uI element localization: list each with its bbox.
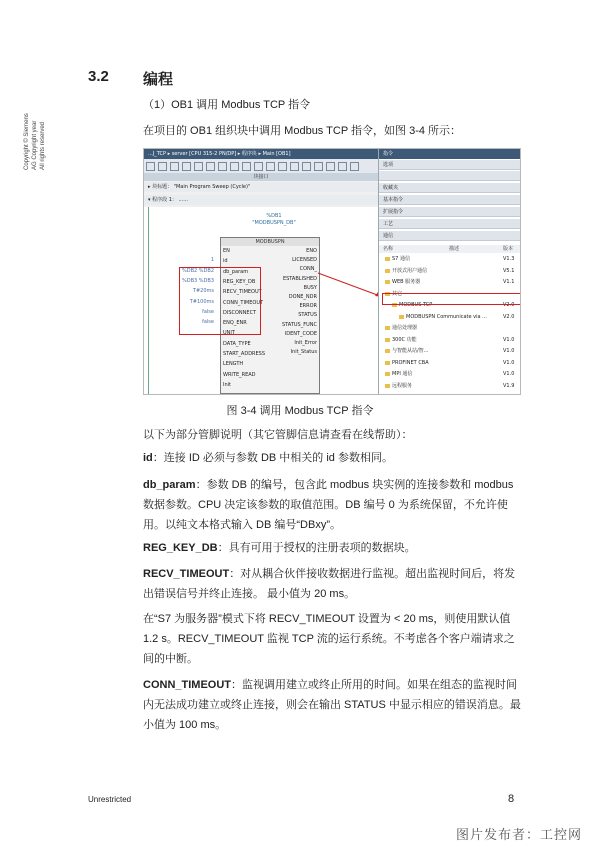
library-item-version: V1.0 (503, 371, 515, 377)
pin-intro: 以下为部分管脚说明（其它管脚信息请查看在线帮助）： (143, 429, 413, 441)
pin-description (143, 475, 523, 535)
network-row[interactable]: ▾ 程序段 1： ...... (144, 195, 378, 205)
block-output-pin: ESTABLISHED (282, 275, 317, 282)
input-actual-value[interactable]: false (202, 308, 214, 315)
pin-description (143, 675, 523, 735)
pin-term: RECV_TIMEOUT (143, 568, 230, 580)
input-actual-value[interactable]: 1 (210, 257, 214, 264)
folder-icon (385, 326, 390, 330)
block-output-pin: Init_Error (294, 340, 317, 346)
toolbar-icon[interactable] (194, 162, 203, 171)
publisher-watermark: 图片发布者：工控网 (456, 827, 583, 842)
library-item-version: V1.0 (503, 348, 515, 354)
folder-icon (385, 349, 390, 353)
pin-text: ：连接 ID 必须与参数 DB 中相关的 id 参数相同。 (152, 452, 393, 464)
page-number: 8 (508, 793, 515, 805)
pin-text: ：具有可用于授权的注册表项的数据块。 (217, 542, 416, 554)
copyright-line-3: All rights reserved (40, 121, 46, 170)
block-output-pin: ENO (306, 248, 317, 254)
library-item-name: 通信处理器 (392, 325, 418, 331)
pin-text: ：对从耦合伙伴接收数据进行监视。超出监视时间后，将发出错误信号并终止连接。 最小值为 20 ms。 (143, 568, 516, 600)
library-item-name: WEB 服务器 (392, 279, 421, 285)
library-item-version: V1.9 (503, 382, 515, 389)
folder-icon (385, 257, 390, 261)
instance-db-number: %DB1 (266, 213, 282, 219)
library-item[interactable] (379, 336, 521, 344)
block-name: MODBUSPN (221, 238, 319, 246)
library-item-version: V1.3 (503, 256, 515, 262)
toolbar-icon[interactable] (266, 162, 275, 171)
folder-icon (385, 384, 390, 388)
library-item-name: S7 通信 (392, 256, 410, 262)
block-input-pin: DATA_TYPE (223, 340, 251, 347)
library-item-name: 开放式用户通信 (392, 267, 428, 274)
block-input-pin: WRITE_READ (223, 371, 256, 378)
input-actual-value[interactable]: false (202, 319, 214, 326)
pin-description (143, 564, 523, 604)
library-item-version: V2.0 (503, 313, 515, 320)
section-title: 编程 (143, 71, 174, 88)
options-header[interactable]: 选项 (379, 160, 521, 170)
pin-term: id (143, 452, 153, 464)
highlight-box-parameters (179, 267, 264, 335)
library-item[interactable] (379, 324, 521, 332)
library-item-name: PROFINET CBA (392, 359, 429, 366)
input-actual-value[interactable]: T#100ms (189, 298, 214, 305)
toolbar-icon[interactable] (350, 162, 359, 171)
block-input-pin: EN (223, 248, 230, 254)
copyright-line-1: Copyright © Siemens (24, 113, 30, 170)
library-item-name: 300C 功能 (392, 336, 417, 343)
folder-icon (385, 269, 390, 273)
toolbar-icon[interactable] (182, 162, 191, 171)
tia-portal-screenshot (143, 148, 521, 395)
col-description: 描述 (449, 246, 460, 252)
folder-icon (385, 338, 390, 342)
folder-icon (399, 315, 404, 319)
block-output-pin: DONE_NDR (288, 294, 317, 300)
library-item[interactable] (379, 370, 521, 378)
library-item[interactable] (379, 278, 521, 286)
editor-toolbar (144, 159, 378, 174)
library-item-name: 远程服务 (392, 382, 413, 389)
toolbar-icon[interactable] (218, 162, 227, 171)
input-actual-value[interactable]: %DB2 %DB2 (181, 267, 214, 274)
block-input-pin: REG_KEY_DB (223, 278, 256, 285)
block-input-pin: UNIT (223, 330, 235, 337)
library-item[interactable] (379, 359, 521, 367)
toolbar-icon[interactable] (170, 162, 179, 171)
block-interface-bar[interactable]: 块接口 (144, 173, 378, 181)
pin-term: db_param (143, 479, 196, 491)
options-toolbar (379, 171, 521, 181)
library-item-name: MPI 通信 (392, 371, 413, 377)
library-item-version: V2.0 (503, 302, 515, 308)
toolbar-icon[interactable] (206, 162, 215, 171)
block-input-pin: id (223, 258, 228, 265)
instruction-section[interactable]: 收藏夹 (379, 183, 521, 193)
folder-icon (385, 361, 390, 365)
instruction-section[interactable]: 基本指令 (379, 195, 521, 205)
block-output-pin: CONN_ (299, 266, 317, 273)
block-output-pin: IDENT_CODE (284, 330, 317, 337)
block-output-pin: STATUS (298, 312, 317, 319)
side-copyright (24, 110, 64, 170)
col-version: 版本 (503, 246, 514, 252)
block-output-pin: Init_Status (290, 349, 317, 356)
block-input-pin: START_ADDRESS (223, 351, 266, 357)
toolbar-icon[interactable] (290, 162, 299, 171)
intro-paragraph: 在项目的 OB1 组织块中调用 Modbus TCP 指令，如图 3-4 所示： (143, 125, 462, 137)
instruction-section[interactable]: 通信 (379, 231, 521, 241)
library-item-version: V1.0 (503, 336, 515, 343)
toolbar-icon[interactable] (278, 162, 287, 171)
toolbar-icon[interactable] (254, 162, 263, 171)
pin-term: CONN_TIMEOUT (143, 679, 231, 691)
library-item[interactable] (379, 347, 521, 355)
copyright-line-2: AG Copyright year (32, 120, 38, 170)
block-input-pin: db_param (223, 268, 249, 275)
pin-term: REG_KEY_DB (143, 542, 218, 554)
section-number: 3.2 (88, 68, 109, 85)
library-item[interactable] (379, 255, 521, 263)
highlight-box-modbuspn (382, 293, 521, 305)
block-input-pin: CONN_TIMEOUT (223, 299, 264, 306)
instance-db-name: "MODBUSPN_DB" (252, 220, 296, 226)
toolbar-icon[interactable] (314, 162, 323, 171)
pin-text: 在“S7 为服务器”模式下将 RECV_TIMEOUT 设置为 < 20 ms，则使用默认值 1.2 s。RECV_TIMEOUT 监视 TCP 流的运行系统。不考虑各个客户端请求之间的中断。 (143, 613, 515, 665)
footer-classification: Unrestricted (88, 795, 132, 804)
toolbar-icon[interactable] (302, 162, 311, 171)
power-rail (148, 207, 149, 394)
toolbar-icon[interactable] (146, 162, 155, 171)
toolbar-icon[interactable] (158, 162, 167, 171)
block-output-pin: ERROR (299, 303, 317, 310)
input-actual-value[interactable]: %DB3 %DB3 (181, 277, 214, 284)
block-title-row[interactable]: ▸ 块标题： "Main Program Sweep (Cycle)" (144, 182, 378, 192)
instruction-section[interactable]: 工艺 (379, 219, 521, 229)
block-input-pin: RECV_TIMEOUT (223, 289, 262, 296)
pin-description (143, 448, 523, 468)
block-input-pin: DISCONNECT (223, 309, 257, 316)
library-item-name: 其它 (392, 290, 403, 297)
col-name: 名称 (383, 246, 394, 252)
sub-heading: （1）OB1 调用 Modbus TCP 指令 (143, 99, 311, 111)
block-output-pin: BUSY (303, 284, 317, 291)
folder-icon (385, 372, 390, 376)
toolbar-icon[interactable] (338, 162, 347, 171)
block-input-pin: Init (223, 381, 231, 388)
library-item-version: V1.1 (503, 279, 515, 285)
library-item-name: 与智能从站/智... (392, 348, 429, 354)
instruction-section[interactable]: 扩展指令 (379, 207, 521, 217)
library-item-name: MODBUSPN Communicate via ... (406, 313, 487, 320)
library-item-version: V5.1 (503, 267, 515, 274)
library-item-version: V1.0 (503, 359, 515, 366)
pin-description (143, 609, 523, 669)
editor-breadcrumb: ...J_TCP ▸ server [CPU 315-2 PN/DP] ▸ 程序块 ▸ Main [OB1] (144, 149, 378, 159)
block-output-pin: STATUS_FUNC (281, 321, 317, 328)
block-input-pin: LENGTH (223, 361, 244, 368)
pin-description (143, 538, 523, 558)
toolbar-icon[interactable] (242, 162, 251, 171)
callout-arrow (316, 271, 386, 301)
input-actual-value[interactable]: T#20ms (192, 288, 214, 295)
folder-icon (385, 280, 390, 284)
figure-caption: 图 3-4 调用 Modbus TCP 指令 (226, 405, 374, 417)
instructions-title: 指令 (379, 149, 521, 159)
library-column-headers (379, 245, 521, 253)
toolbar-icon[interactable] (230, 162, 239, 171)
library-item-name: MODBUS TCP (399, 302, 433, 308)
pin-text: ：监视调用建立或终止所用的时间。如果在组态的监视时间内无法成功建立或终止连接，则会在输出 STATUS 中显示相应的错误消息。最小值为 100 ms。 (143, 679, 521, 731)
pin-text: ：参数 DB 的编号，包含此 modbus 块实例的连接参数和 modbus 数据参数。CPU 决定该参数的取值范围。DB 编号 0 为系统保留，不允许使用。以纯文本格式输入 DB 编号“DBxy”。 (143, 479, 514, 531)
block-output-pin: LICENSED (292, 257, 317, 264)
library-item[interactable] (379, 382, 521, 390)
library-item[interactable] (379, 313, 521, 321)
block-input-pin: ENQ_ENR (223, 320, 247, 327)
instructions-pane (378, 149, 521, 394)
library-item[interactable] (379, 267, 521, 275)
toolbar-icon[interactable] (326, 162, 335, 171)
